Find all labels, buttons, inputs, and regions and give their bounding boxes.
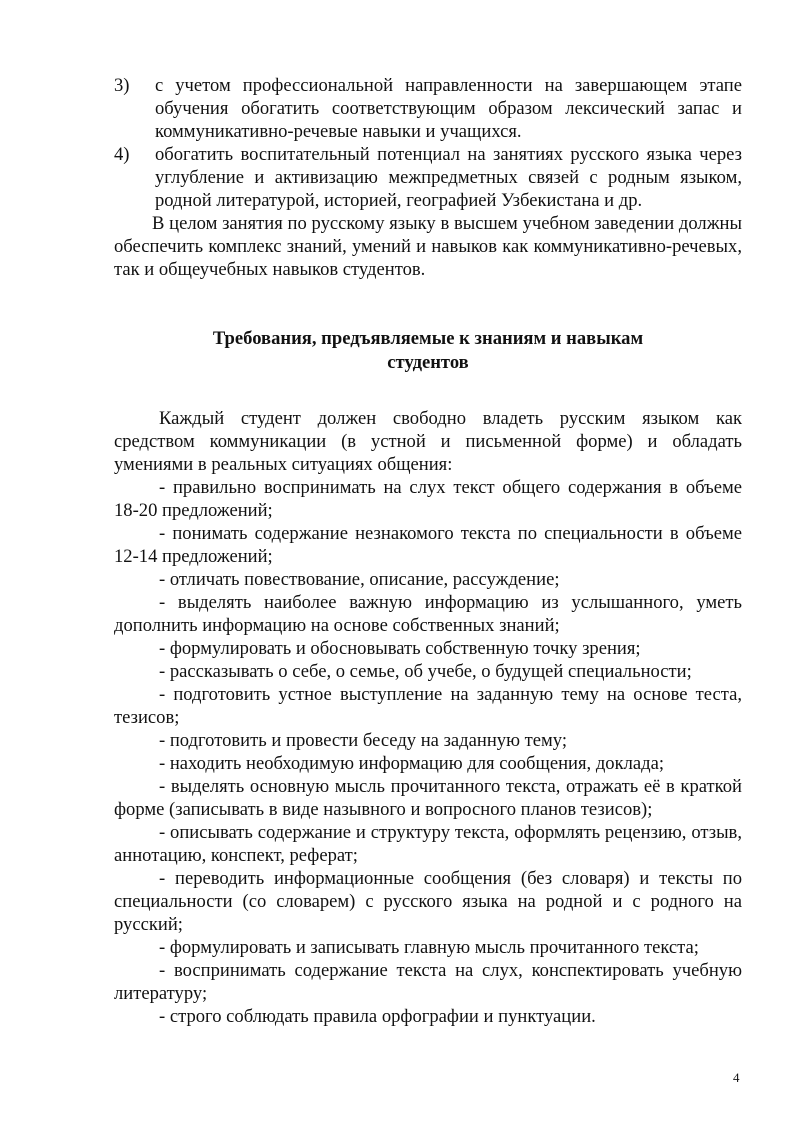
section-heading — [114, 327, 742, 375]
summary-paragraph: В целом занятия по русскому языку в высшем учебном заведении должны обеспечить комплекс знаний, умений и навыков как коммуникативно-речевых, так и общеучебных навыков студентов. — [114, 213, 742, 280]
requirement-item: - подготовить устное выступление на заданную тему на основе теста, тезисов; — [114, 684, 742, 728]
requirement-item: - выделять основную мысль прочитанного текста, отражать её в краткой форме (записывать в виде назывного и вопросного планов тезисов); — [114, 776, 742, 820]
requirement-item: - правильно воспринимать на слух текст общего содержания в объеме 18-20 предложений; — [114, 477, 742, 521]
requirement-item: - строго соблюдать правила орфографии и пунктуации. — [159, 1006, 596, 1027]
page-content — [114, 74, 742, 1028]
page-number: 4 — [733, 1070, 740, 1085]
requirement-item: - понимать содержание незнакомого текста по специальности в объеме 12-14 предложений; — [114, 523, 742, 567]
list-item-text: обогатить воспитательный потенциал на занятиях русского языка через углубление и активизацию межпредметных связей с родным языком, родной литературой, историей, географией Узбекистана и др. — [155, 144, 742, 211]
list-item-number: 4) — [114, 144, 130, 165]
requirement-item: - формулировать и записывать главную мысль прочитанного текста; — [159, 937, 699, 958]
requirement-item: - переводить информационные сообщения (без словаря) и тексты по специальности (со словарем) с русского языка на родной и с родного на русский; — [114, 868, 742, 935]
list-item-text: с учетом профессиональной направленности на завершающем этапе обучения обогатить соответствующим образом лексический запас и коммуникативно-речевые навыки и учащихся. — [155, 75, 742, 142]
section-heading-line-1: Требования, предъявляемые к знаниям и навыкам — [212, 328, 644, 349]
list-item-number: 3) — [114, 75, 130, 96]
requirements-list — [114, 476, 742, 1028]
requirement-item: - рассказывать о себе, о семье, об учебе, о будущей специальности; — [159, 661, 692, 682]
requirement-item: - воспринимать содержание текста на слух, конспектировать учебную литературу; — [114, 960, 742, 1004]
requirement-item: - выделять наиболее важную информацию из услышанного, уметь дополнить информацию на основе собственных знаний; — [114, 592, 742, 636]
requirement-item: - отличать повествование, описание, рассуждение; — [159, 569, 560, 590]
section-heading-line-2: студентов — [387, 352, 469, 373]
list-item-4 — [114, 143, 742, 212]
list-item-3 — [114, 74, 742, 143]
requirement-item: - формулировать и обосновывать собственную точку зрения; — [159, 638, 641, 659]
intro-paragraph: Каждый студент должен свободно владеть русским языком как средством коммуникации (в устной и письменной форме) и обладать умениями в реальных ситуациях общения: — [114, 408, 742, 475]
requirement-item: - подготовить и провести беседу на заданную тему; — [159, 730, 567, 751]
requirement-item: - находить необходимую информацию для сообщения, доклада; — [159, 753, 665, 774]
requirement-item: - описывать содержание и структуру текста, оформлять рецензию, отзыв, аннотацию, конспект, реферат; — [114, 822, 742, 866]
